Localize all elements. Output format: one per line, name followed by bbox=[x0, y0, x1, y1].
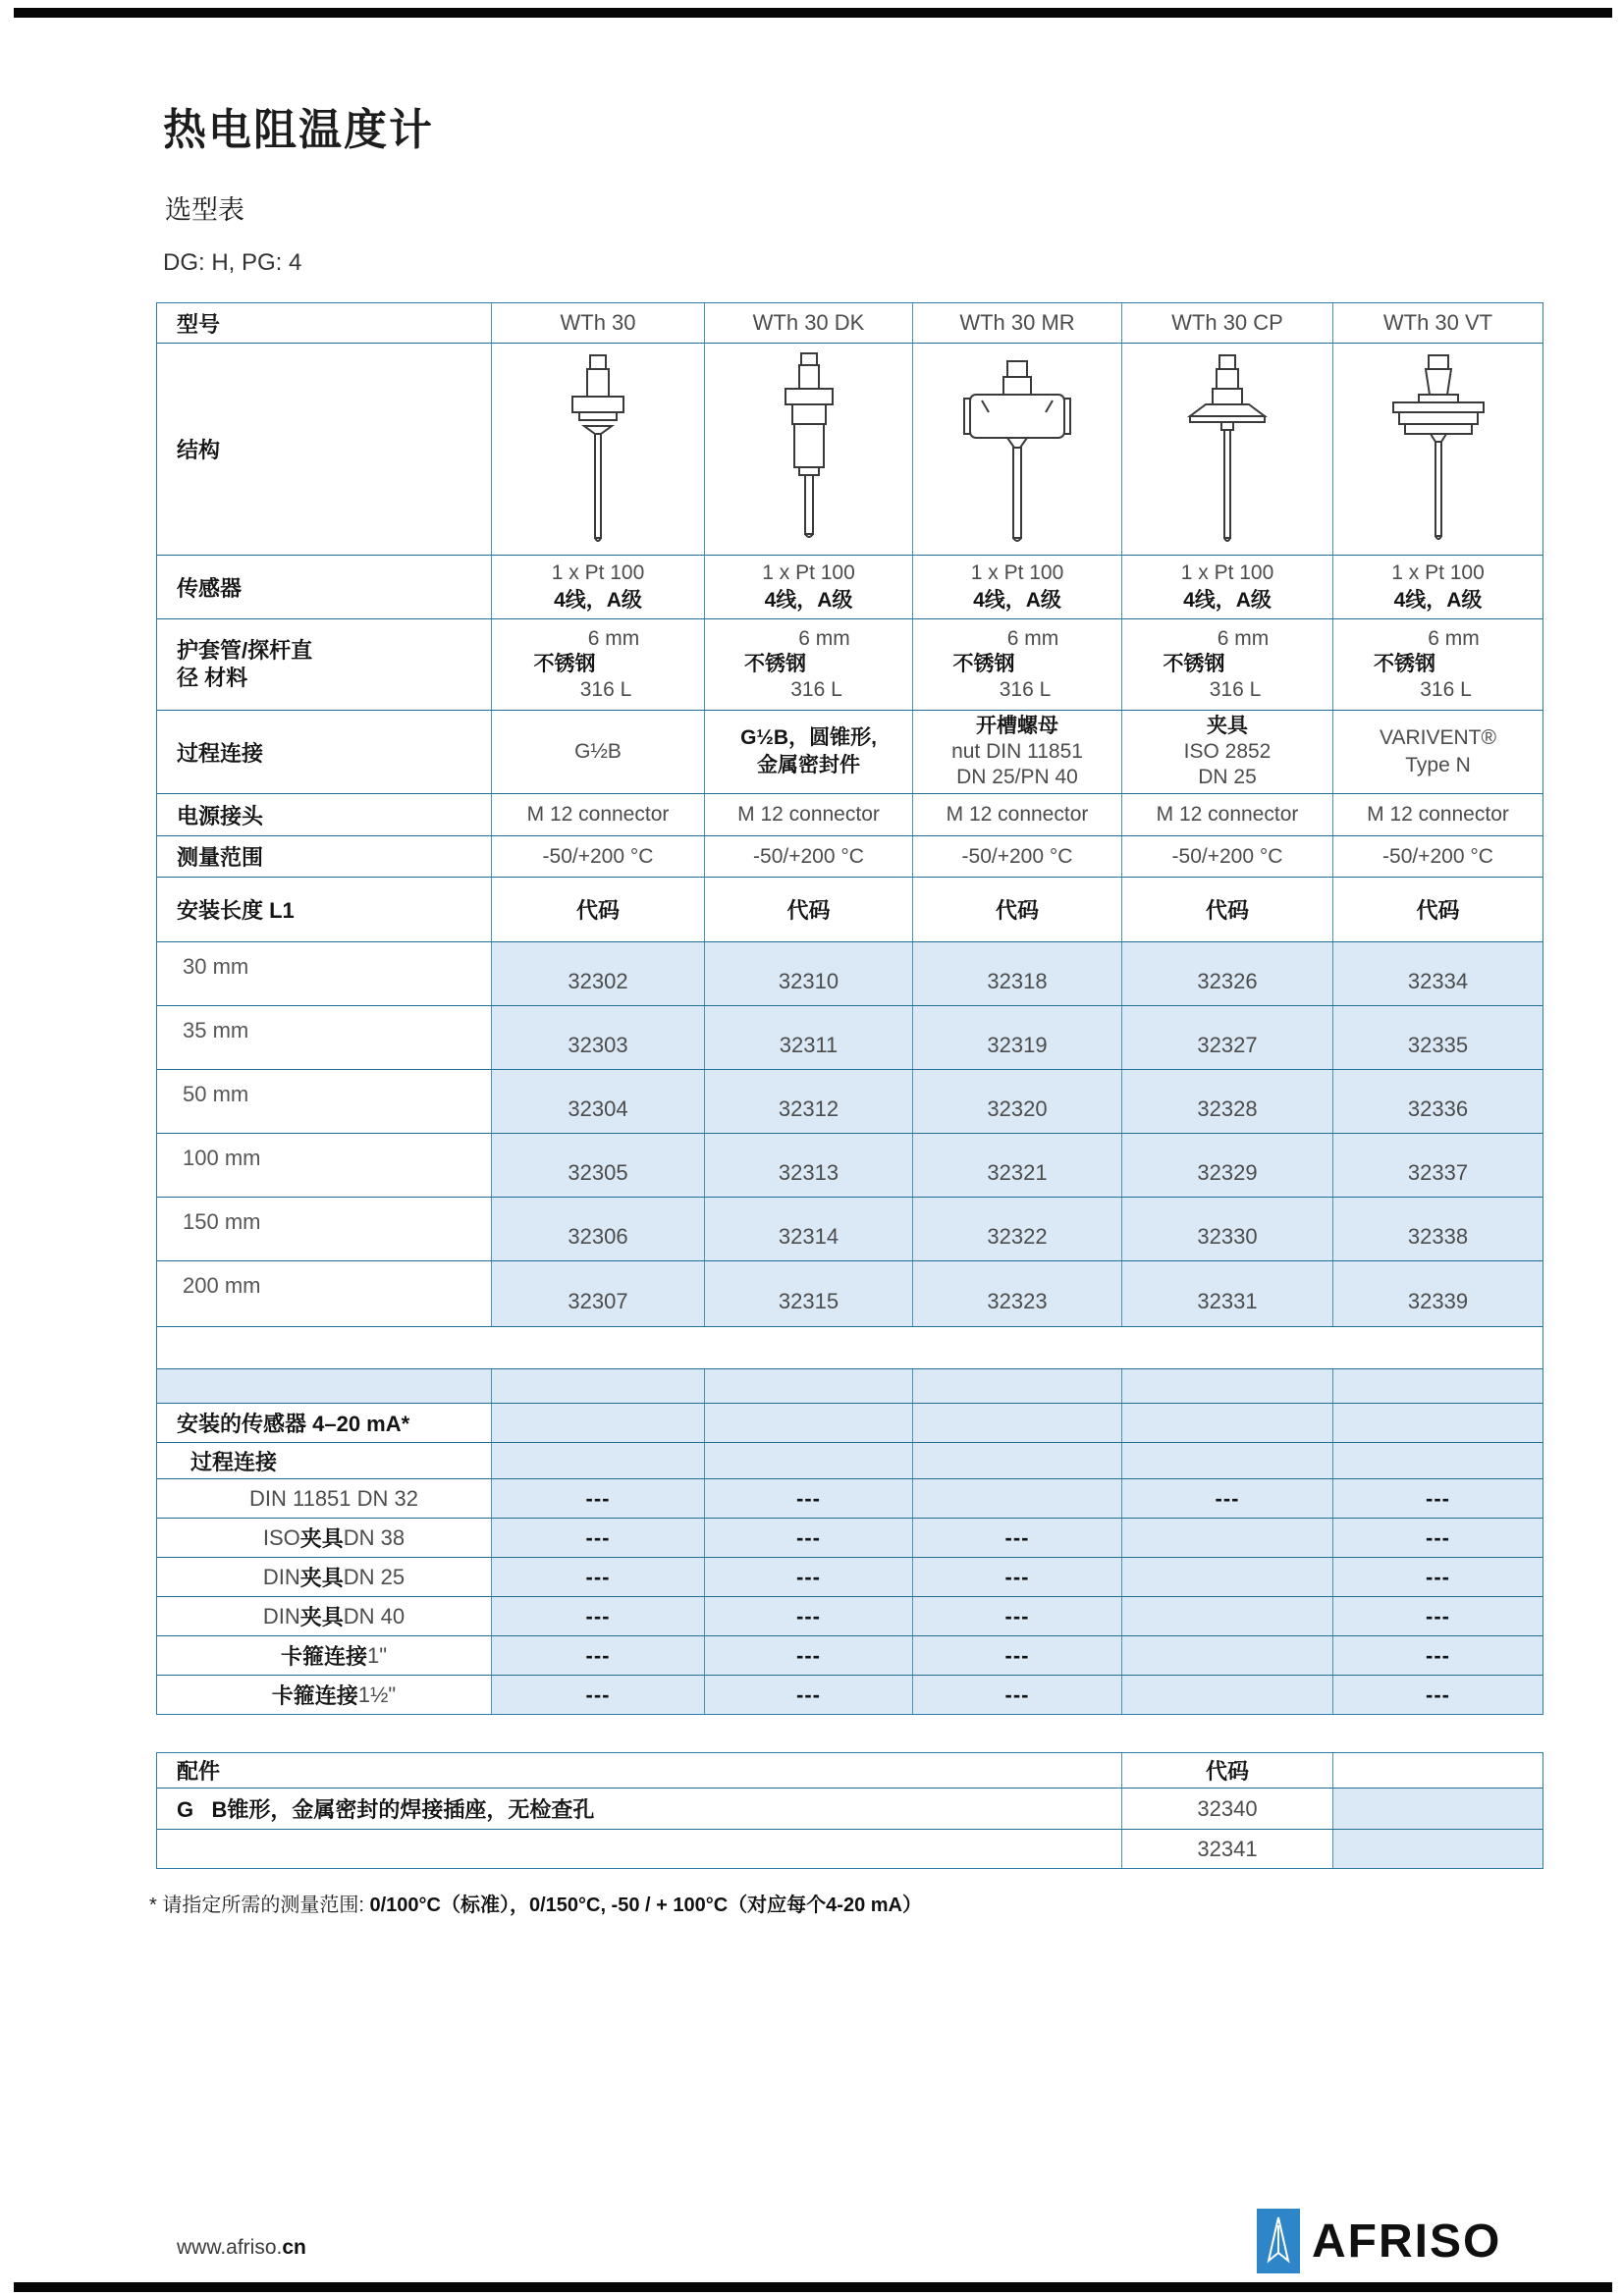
empty-cell bbox=[1332, 1369, 1543, 1403]
code-cell: 32335 bbox=[1332, 1006, 1543, 1069]
process-cell-mr: 开槽螺母 nut DIN 11851 DN 25/PN 40 bbox=[912, 711, 1121, 793]
availability-cell: --- bbox=[1332, 1597, 1543, 1635]
availability-cell: --- bbox=[1332, 1676, 1543, 1714]
empty-cell bbox=[1121, 1369, 1332, 1403]
connection-row-iso-clamp-dn38 bbox=[157, 1518, 1543, 1557]
code-header: 代码 bbox=[491, 878, 704, 941]
code-cell: 32334 bbox=[1332, 942, 1543, 1005]
connection-label: DIN 夹具 DN 40 bbox=[262, 1603, 406, 1629]
code-header: 代码 bbox=[704, 878, 912, 941]
length-row-30mm bbox=[157, 941, 1543, 1005]
availability-cell: --- bbox=[704, 1479, 912, 1518]
power-cell: M 12 connector bbox=[1332, 794, 1543, 835]
availability-cell: --- bbox=[491, 1676, 704, 1714]
availability-cell: --- bbox=[1332, 1479, 1543, 1518]
process-cell-vt: VARIVENT® Type N bbox=[1332, 711, 1543, 793]
page-subtitle: 选型表 bbox=[165, 195, 244, 225]
process-connection2-row bbox=[157, 1442, 1543, 1478]
code-cell: 32336 bbox=[1332, 1070, 1543, 1133]
availability-cell: --- bbox=[1332, 1519, 1543, 1557]
availability-cell: --- bbox=[704, 1597, 912, 1635]
code-cell: 32318 bbox=[912, 942, 1121, 1005]
connection-row-triclamp-1in bbox=[157, 1635, 1543, 1675]
connection-row-din-clamp-dn25 bbox=[157, 1557, 1543, 1596]
selection-table bbox=[156, 302, 1543, 1715]
availability-cell: --- bbox=[704, 1676, 912, 1714]
footnote bbox=[149, 1889, 922, 1917]
model-header-label: 型号 bbox=[177, 311, 221, 337]
structure-drawing-wth30 bbox=[491, 344, 704, 555]
process-cell-dk: G½B，圆锥形, 金属密封件 bbox=[704, 711, 912, 793]
sheath-cell: 6 mm 不锈钢 316 L bbox=[1121, 619, 1332, 710]
connection-label: 卡箍连接 1½" bbox=[271, 1682, 397, 1708]
code-cell: 32310 bbox=[704, 942, 912, 1005]
code-cell: 32322 bbox=[912, 1198, 1121, 1260]
sensor-cell: 1 x Pt 100 4线，A级 bbox=[1332, 556, 1543, 618]
availability-cell: --- bbox=[491, 1519, 704, 1557]
connection-label: DIN 夹具 DN 25 bbox=[262, 1564, 406, 1590]
mounted-sensor-row bbox=[157, 1403, 1543, 1442]
availability-cell: --- bbox=[704, 1636, 912, 1675]
code-cell: 32306 bbox=[491, 1198, 704, 1260]
length-row-100mm bbox=[157, 1133, 1543, 1197]
code-cell: 32319 bbox=[912, 1006, 1121, 1069]
code-cell: 32311 bbox=[704, 1006, 912, 1069]
range-cell: -50/+200 °C bbox=[704, 836, 912, 877]
code-cell: 32315 bbox=[704, 1261, 912, 1326]
accessories-label: 配件 bbox=[177, 1759, 221, 1784]
availability-cell: --- bbox=[704, 1558, 912, 1596]
availability-cell: --- bbox=[491, 1597, 704, 1635]
length-label: 200 mm bbox=[183, 1273, 261, 1298]
availability-cell: --- bbox=[1121, 1479, 1332, 1518]
sheath-cell: 6 mm 不锈钢 316 L bbox=[704, 619, 912, 710]
structure-drawing-wth30cp bbox=[1121, 344, 1332, 555]
code-cell: 32329 bbox=[1121, 1134, 1332, 1197]
code-cell: 32339 bbox=[1332, 1261, 1543, 1326]
code-cell: 32302 bbox=[491, 942, 704, 1005]
code-cell: 32303 bbox=[491, 1006, 704, 1069]
empty-cell bbox=[704, 1369, 912, 1403]
page-title: 热电阻温度计 bbox=[163, 106, 434, 154]
empty-cell bbox=[1121, 1443, 1332, 1478]
process-connection-label: 过程连接 bbox=[177, 740, 264, 766]
availability-cell bbox=[912, 1479, 1121, 1518]
availability-cell: --- bbox=[1332, 1636, 1543, 1675]
empty-cell bbox=[1332, 1443, 1543, 1478]
length-label: 50 mm bbox=[183, 1082, 249, 1106]
length-label: 150 mm bbox=[183, 1209, 261, 1234]
availability-cell: --- bbox=[704, 1519, 912, 1557]
power-cell: M 12 connector bbox=[704, 794, 912, 835]
availability-cell bbox=[1121, 1636, 1332, 1675]
code-cell: 32323 bbox=[912, 1261, 1121, 1326]
range-cell: -50/+200 °C bbox=[491, 836, 704, 877]
code-cell: 32327 bbox=[1121, 1006, 1332, 1069]
power-cell: M 12 connector bbox=[491, 794, 704, 835]
footer-url bbox=[177, 2236, 306, 2260]
accessory-label: G B锥形，金属密封的焊接插座，无检查孔 bbox=[177, 1797, 595, 1822]
accessory-code-cell: 32340 bbox=[1121, 1789, 1332, 1829]
code-cell: 32321 bbox=[912, 1134, 1121, 1197]
connection-label: DIN 11851 DN 32 bbox=[248, 1485, 418, 1511]
measuring-range-row bbox=[157, 835, 1543, 877]
range-cell: -50/+200 °C bbox=[1121, 836, 1332, 877]
empty-cell bbox=[491, 1369, 704, 1403]
code-cell: 32331 bbox=[1121, 1261, 1332, 1326]
length-label: 30 mm bbox=[183, 954, 249, 979]
code-cell: 32307 bbox=[491, 1261, 704, 1326]
footnote-marker: * bbox=[149, 1895, 157, 1916]
availability-cell: --- bbox=[491, 1479, 704, 1518]
empty-cell bbox=[912, 1443, 1121, 1478]
code-cell: 32314 bbox=[704, 1198, 912, 1260]
availability-cell bbox=[1121, 1558, 1332, 1596]
availability-cell: --- bbox=[912, 1676, 1121, 1714]
structure-drawing-wth30vt bbox=[1332, 344, 1543, 555]
empty-cell bbox=[1332, 1753, 1543, 1788]
code-cell: 32320 bbox=[912, 1070, 1121, 1133]
connection-row-din-clamp-dn40 bbox=[157, 1596, 1543, 1635]
top-scan-bar bbox=[14, 8, 1612, 18]
spacer-row bbox=[157, 1326, 1543, 1368]
empty-cell bbox=[912, 1404, 1121, 1442]
availability-cell bbox=[1121, 1676, 1332, 1714]
process-connection-row bbox=[157, 710, 1543, 793]
footnote-text: 请指定所需的测量范围: bbox=[156, 1895, 370, 1916]
availability-cell: --- bbox=[912, 1636, 1121, 1675]
code-cell: 32304 bbox=[491, 1070, 704, 1133]
sheath-label: 护套管/探杆直 径 材料 bbox=[177, 638, 313, 690]
empty-cell bbox=[1332, 1830, 1543, 1868]
accessory-row-weldin-socket bbox=[157, 1788, 1543, 1829]
footer-url-tld: cn bbox=[282, 2236, 306, 2259]
sheath-cell: 6 mm 不锈钢 316 L bbox=[912, 619, 1121, 710]
empty-cell bbox=[704, 1404, 912, 1442]
code-cell: 32337 bbox=[1332, 1134, 1543, 1197]
empty-blue-row bbox=[157, 1368, 1543, 1403]
range-cell: -50/+200 °C bbox=[1332, 836, 1543, 877]
accessories-table bbox=[156, 1752, 1543, 1869]
empty-cell bbox=[1332, 1789, 1543, 1829]
code-header: 代码 bbox=[1121, 878, 1332, 941]
connection-row-din11851-dn32 bbox=[157, 1478, 1543, 1518]
connection-row-triclamp-1halfin bbox=[157, 1675, 1543, 1714]
footer-url-pre: www.afriso. bbox=[177, 2236, 283, 2259]
sensor-cell: 1 x Pt 100 4线，A级 bbox=[912, 556, 1121, 618]
empty-cell bbox=[157, 1369, 491, 1403]
length-label: 100 mm bbox=[183, 1146, 261, 1170]
accessory-code-cell: 32341 bbox=[1121, 1830, 1332, 1868]
length-row-35mm bbox=[157, 1005, 1543, 1069]
code-header: 代码 bbox=[912, 878, 1121, 941]
bottom-scan-bar bbox=[14, 2282, 1612, 2292]
mounted-sensor-label: 安装的传感器 4–20 mA* bbox=[177, 1412, 410, 1436]
connection-label: 卡箍连接 1" bbox=[280, 1642, 388, 1669]
model-wth30vt: WTh 30 VT bbox=[1332, 303, 1543, 343]
structure-drawing-wth30mr bbox=[912, 344, 1121, 555]
empty-cell bbox=[491, 1443, 704, 1478]
code-cell: 32330 bbox=[1121, 1198, 1332, 1260]
availability-cell: --- bbox=[491, 1558, 704, 1596]
code-cell: 32305 bbox=[491, 1134, 704, 1197]
sensor-cell: 1 x Pt 100 4线，A级 bbox=[704, 556, 912, 618]
insertion-length-label: 安装长度 L1 bbox=[177, 898, 295, 923]
availability-cell: --- bbox=[1332, 1558, 1543, 1596]
process-cell-wth30: G½B bbox=[491, 711, 704, 793]
accessory-row-2 bbox=[157, 1829, 1543, 1868]
code-cell: 32326 bbox=[1121, 942, 1332, 1005]
model-header-row bbox=[157, 303, 1543, 343]
afriso-logo bbox=[1257, 2209, 1501, 2273]
structure-row bbox=[157, 343, 1543, 555]
connection-label: ISO 夹具 DN 38 bbox=[262, 1524, 406, 1551]
sheath-row bbox=[157, 618, 1543, 710]
afriso-logo-text: AFRISO bbox=[1312, 2215, 1502, 2268]
model-wth30dk: WTh 30 DK bbox=[704, 303, 912, 343]
accessories-header-row bbox=[157, 1753, 1543, 1788]
length-row-200mm bbox=[157, 1260, 1543, 1326]
sheath-cell: 6 mm 不锈钢 316 L bbox=[491, 619, 704, 710]
code-cell: 32313 bbox=[704, 1134, 912, 1197]
range-cell: -50/+200 °C bbox=[912, 836, 1121, 877]
length-label: 35 mm bbox=[183, 1018, 249, 1042]
afriso-logo-icon bbox=[1257, 2209, 1300, 2273]
sensor-row bbox=[157, 555, 1543, 618]
footnote-ranges: 0/100°C（标准），0/150°C, -50 / + 100°C（对应每个4-20 mA） bbox=[369, 1895, 922, 1916]
power-cell: M 12 connector bbox=[1121, 794, 1332, 835]
process-connection2-label: 过程连接 bbox=[190, 1449, 278, 1474]
doc-reference: DG: H, PG: 4 bbox=[163, 249, 302, 276]
model-wth30mr: WTh 30 MR bbox=[912, 303, 1121, 343]
code-header: 代码 bbox=[1332, 878, 1543, 941]
sensor-cell: 1 x Pt 100 4线，A级 bbox=[1121, 556, 1332, 618]
empty-cell bbox=[491, 1404, 704, 1442]
length-row-50mm bbox=[157, 1069, 1543, 1133]
structure-label: 结构 bbox=[177, 438, 221, 462]
structure-drawing-wth30dk bbox=[704, 344, 912, 555]
sensor-label: 传感器 bbox=[177, 575, 243, 601]
empty-cell bbox=[704, 1443, 912, 1478]
availability-cell: --- bbox=[912, 1597, 1121, 1635]
model-wth30: WTh 30 bbox=[491, 303, 704, 343]
code-cell: 32312 bbox=[704, 1070, 912, 1133]
process-cell-cp: 夹具 ISO 2852 DN 25 bbox=[1121, 711, 1332, 793]
sheath-cell: 6 mm 不锈钢 316 L bbox=[1332, 619, 1543, 710]
availability-cell: --- bbox=[912, 1558, 1121, 1596]
availability-cell: --- bbox=[491, 1636, 704, 1675]
empty-cell bbox=[1121, 1404, 1332, 1442]
sensor-cell: 1 x Pt 100 4线，A级 bbox=[491, 556, 704, 618]
measuring-range-label: 测量范围 bbox=[177, 845, 264, 870]
empty-cell bbox=[157, 1830, 1121, 1868]
insertion-length-header-row bbox=[157, 877, 1543, 941]
power-cell: M 12 connector bbox=[912, 794, 1121, 835]
availability-cell bbox=[1121, 1597, 1332, 1635]
availability-cell: --- bbox=[912, 1519, 1121, 1557]
accessories-code-header: 代码 bbox=[1121, 1753, 1332, 1788]
power-connector-label: 电源接头 bbox=[177, 803, 264, 828]
empty-cell bbox=[1332, 1404, 1543, 1442]
empty-cell bbox=[912, 1369, 1121, 1403]
availability-cell bbox=[1121, 1519, 1332, 1557]
model-wth30cp: WTh 30 CP bbox=[1121, 303, 1332, 343]
length-row-150mm bbox=[157, 1197, 1543, 1260]
power-connector-row bbox=[157, 793, 1543, 835]
code-cell: 32328 bbox=[1121, 1070, 1332, 1133]
code-cell: 32338 bbox=[1332, 1198, 1543, 1260]
